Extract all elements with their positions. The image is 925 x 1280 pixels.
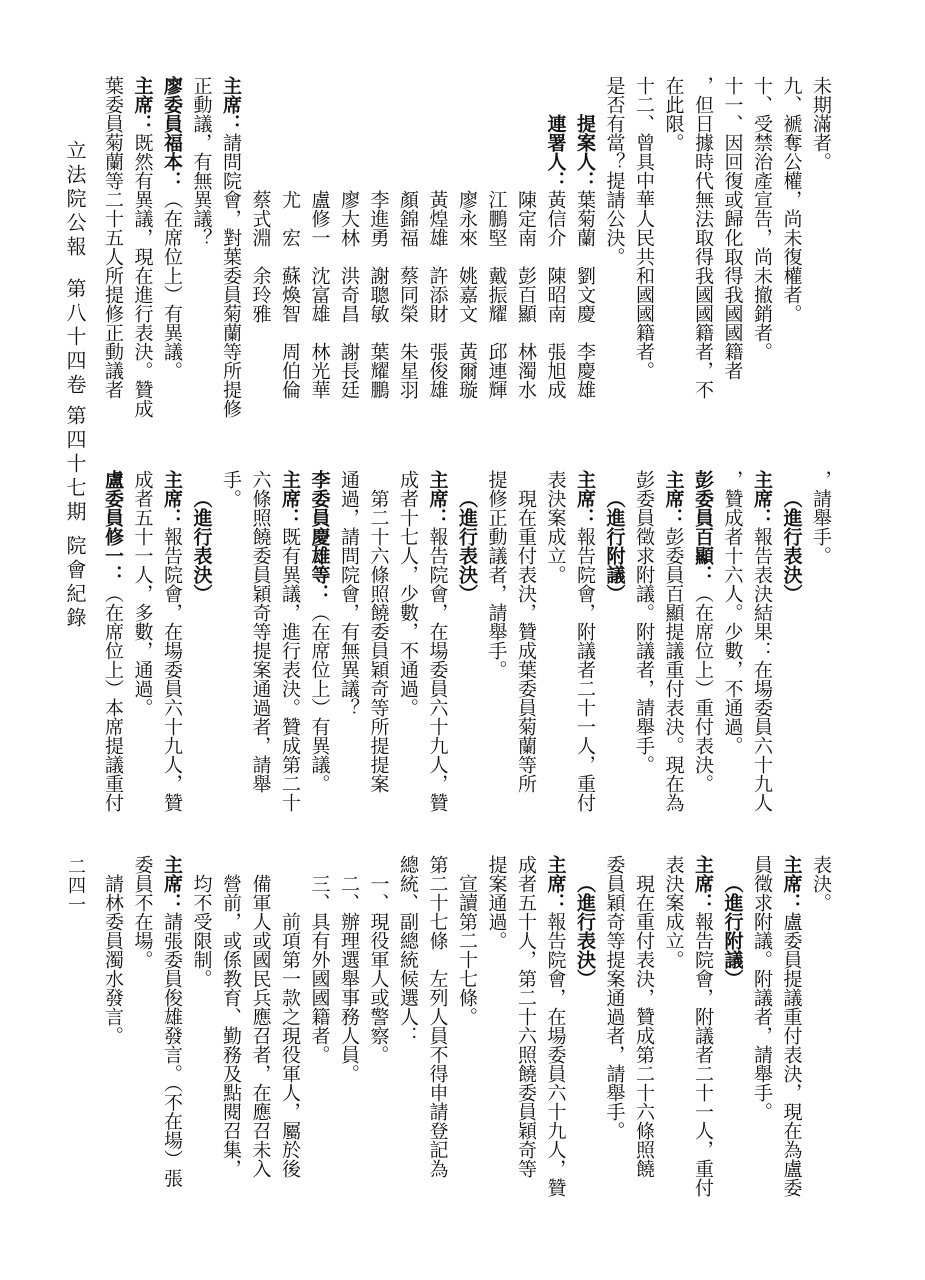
speaker-label: 彭委員百顯：	[692, 470, 714, 584]
line-text: 營前，或係教育、勤務及點閱召集，	[220, 874, 242, 1178]
text-line	[540, 470, 570, 816]
text-line	[245, 76, 275, 422]
text-line	[98, 855, 128, 1201]
list-item	[363, 855, 393, 1201]
speaker-label: 主席：	[751, 470, 773, 527]
text-line	[658, 855, 688, 1201]
text-line	[186, 470, 216, 816]
line-text: 盧修一 沈富雄 林光華	[308, 190, 331, 399]
line-text: ，請舉手。	[810, 470, 832, 565]
article-heading-line	[422, 855, 452, 1201]
text-line	[688, 470, 718, 816]
text-line	[422, 470, 452, 816]
gazette-volume: 第八十四卷	[63, 278, 87, 398]
line-text: 提修正動議者，請舉手。	[485, 470, 508, 679]
text-line	[452, 76, 482, 422]
speaker-label: 主席：	[780, 855, 803, 912]
line-text: （在席位上）有異議。	[161, 190, 183, 380]
text-line	[98, 76, 128, 422]
line-text: 彭委員百顯提議重付表決。現在為	[662, 527, 685, 812]
line-text: 陳定南 彭百顯 林濁水	[515, 190, 537, 399]
line-text: 表決。	[810, 855, 832, 912]
text-line	[776, 470, 806, 816]
text-line	[629, 76, 659, 422]
line-text: ，贊成者十六人。少數，不通過。	[721, 470, 744, 755]
text-line	[806, 76, 836, 422]
text-line	[304, 76, 334, 422]
text-line	[422, 76, 452, 422]
procedure-note: （進行表決）	[456, 489, 478, 603]
text-line	[806, 855, 836, 1201]
text-line	[717, 855, 747, 1201]
text-line	[186, 76, 216, 422]
line-text: 總統、副總統候選人：	[397, 855, 419, 1045]
line-text: 報告院會，在場委員六十九人，贊	[161, 527, 183, 812]
procedure-note: （進行表決）	[574, 874, 596, 988]
line-text: 提案通過。	[485, 855, 508, 950]
text-line	[806, 470, 836, 816]
line-text: 二、辦理選舉事務人員。	[338, 874, 360, 1083]
line-text: 第二十七條 左列人員不得申請登記為	[426, 855, 449, 1178]
text-line	[275, 470, 305, 816]
text-line	[570, 76, 600, 422]
line-text: 備軍人或國民兵應召者，在應召未入	[249, 874, 272, 1178]
text-line	[658, 470, 688, 816]
line-text: 未期滿者。	[810, 76, 832, 171]
text-line	[481, 76, 511, 422]
speaker-label: 主席：	[544, 855, 567, 912]
procedure-note: （進行表決）	[780, 489, 803, 603]
line-text: 報告表決結果：在場委員六十九人	[751, 527, 773, 812]
text-line	[540, 855, 570, 1201]
line-text: 廖大林 洪奇昌 謝長廷	[338, 190, 360, 399]
line-text: 委員穎奇等提案通過者，請舉手。	[603, 855, 626, 1140]
line-text: 報告院會，附議者二十一人，重付	[574, 527, 596, 812]
line-text: 既有異議，進行表決。贊成第二十	[279, 527, 301, 812]
line-text: 六條照饒委員穎奇等提案通過者，請舉	[249, 470, 272, 793]
text-line	[186, 855, 216, 1201]
text-line	[511, 855, 541, 1201]
text-line	[747, 76, 777, 422]
line-text: 三、具有外國國籍者。	[308, 874, 331, 1064]
line-text: 葉委員菊蘭等二十五人所提修正動議者	[102, 76, 124, 399]
procedure-note: （進行附議）	[603, 489, 626, 603]
line-text: 黃煌雄 許添財 張俊雄	[426, 190, 449, 399]
text-line	[334, 470, 364, 816]
text-line	[452, 470, 482, 816]
text-line	[157, 76, 187, 422]
speaker-label: 主席：	[426, 470, 449, 527]
text-line	[599, 76, 629, 422]
text-line	[304, 470, 334, 816]
line-text: 九、褫奪公權，尚未復權者。	[780, 76, 803, 323]
line-text: 現在重付表決，贊成葉委員菊蘭等所	[515, 489, 537, 793]
text-line	[481, 470, 511, 816]
speaker-label: 李委員慶雄等：	[308, 470, 331, 603]
line-text: 彭委員徵求附議。附議者，請舉手。	[633, 470, 655, 774]
text-line	[688, 76, 718, 422]
speaker-label: 主席：	[574, 470, 596, 527]
text-line	[157, 470, 187, 816]
text-line	[275, 76, 305, 422]
speaker-label: 主席：	[161, 470, 183, 527]
speaker-label: 主席：	[161, 855, 183, 912]
line-text: 報告院會，在場委員六十九人，贊	[544, 912, 567, 1197]
speaker-label: 主席：	[692, 855, 714, 912]
line-text: 員徵求附議。附議者，請舉手。	[751, 855, 773, 1121]
gazette-issue: 第四十七期	[63, 405, 87, 525]
text-block-top	[98, 76, 836, 422]
text-line	[747, 470, 777, 816]
line-text: （在席位上）有異議。	[308, 603, 331, 793]
line-text: 十二、曾具中華人民共和國國籍者。	[633, 76, 655, 380]
text-line	[511, 76, 541, 422]
line-text: 第二十六條照饒委員穎奇等所提提案	[367, 489, 390, 793]
text-line	[570, 470, 600, 816]
line-text: 既然有異議，現在進行表決。贊成	[131, 133, 154, 418]
line-text: 葉菊蘭 劉文慶 李慶雄	[574, 190, 596, 399]
line-text: 通過，請問院會，有無異議？	[338, 470, 360, 717]
line-text: 十、受禁治產宣告，尚未撤銷者。	[751, 76, 773, 361]
text-line	[363, 470, 393, 816]
text-line	[393, 470, 423, 816]
line-text: 成者五十人，第二十六照饒委員穎奇等	[515, 855, 537, 1178]
text-line	[511, 470, 541, 816]
line-text: （在席位上）本席提議重付	[102, 584, 124, 812]
speaker-label: 廖委員福本：	[161, 76, 183, 190]
gazette-title: 立法院公報	[63, 140, 87, 260]
text-block-bottom	[98, 855, 836, 1201]
text-block-middle	[98, 470, 836, 816]
line-text: 是否有當？提請公決。	[603, 76, 626, 266]
text-line	[127, 855, 157, 1201]
line-text: 均不受限制。	[190, 874, 213, 988]
text-line	[127, 76, 157, 422]
line-text: 廖永來 姚嘉文 黃爾璇	[456, 190, 478, 399]
line-text: （在席位上）重付表決。	[692, 584, 714, 793]
line-text: 表決案成立。	[544, 470, 567, 584]
line-text: 成者五十一人，多數，通過。	[131, 470, 154, 717]
text-line	[599, 470, 629, 816]
line-text: 顏錦福 蔡同榮 朱星羽	[397, 190, 419, 399]
line-text: 尤 宏 蘇煥智 周伯倫	[279, 190, 301, 399]
text-line	[540, 76, 570, 422]
text-line	[275, 855, 305, 1201]
text-line	[157, 855, 187, 1201]
line-text: 委員不在場。	[131, 855, 154, 969]
list-item	[334, 855, 364, 1201]
text-line	[393, 855, 423, 1201]
text-line	[363, 76, 393, 422]
line-text: 黃信介 陳昭南 張旭成	[544, 190, 567, 399]
line-text: 正動議，有無異議？	[190, 76, 213, 247]
text-line	[216, 76, 246, 422]
text-line	[776, 855, 806, 1201]
line-text: 報告院會，附議者二十一人，重付	[692, 912, 714, 1197]
line-text: 前項第一款之現役軍人，屬於後	[279, 912, 301, 1178]
line-text: 在此限。	[662, 76, 685, 152]
text-line	[334, 76, 364, 422]
text-line	[658, 76, 688, 422]
list-item	[304, 855, 334, 1201]
text-line	[747, 855, 777, 1201]
proposer-label: 提案人：	[574, 114, 596, 190]
text-line	[216, 855, 246, 1201]
text-line	[98, 470, 128, 816]
line-text: 十一、因回復或歸化取得我國國籍者	[721, 76, 744, 380]
text-line	[688, 855, 718, 1201]
text-line	[599, 855, 629, 1201]
text-line	[127, 470, 157, 816]
text-line	[393, 76, 423, 422]
line-text: 報告院會，在場委員六十九人，贊	[426, 527, 449, 812]
text-line	[216, 470, 246, 816]
line-text: 盧委員提議重付表決，現在為盧委	[780, 912, 803, 1197]
text-line	[629, 470, 659, 816]
line-text: 手。	[220, 470, 242, 508]
gazette-section: 院會紀錄	[63, 535, 87, 631]
text-line	[629, 855, 659, 1201]
speaker-label: 主席：	[131, 76, 154, 133]
line-text: 請張委員俊雄發言。（不在場）張	[161, 912, 183, 1188]
line-text: 請林委員濁水發言。	[102, 874, 124, 1045]
line-text: 表決案成立。	[662, 855, 685, 969]
line-text: 江鵬堅 戴振耀 邱連輝	[485, 190, 508, 399]
line-text: 李進勇 謝聰敏 葉耀鵬	[367, 190, 390, 399]
page-number: 二四一	[65, 857, 86, 914]
text-line	[245, 470, 275, 816]
text-line	[570, 855, 600, 1201]
line-text: 一、現役軍人或警察。	[367, 874, 390, 1064]
speaker-label: 主席：	[662, 470, 685, 527]
text-line	[717, 76, 747, 422]
line-text: 請問院會，對葉委員菊蘭等所提修	[220, 133, 242, 418]
text-line	[481, 855, 511, 1201]
procedure-note: （進行附議）	[721, 874, 744, 988]
speaker-label: 主席：	[220, 76, 242, 133]
speaker-label: 主席：	[279, 470, 301, 527]
text-line	[452, 855, 482, 1201]
line-text: 蔡式淵 余玲雅	[249, 190, 272, 323]
line-text: 成者十七人，少數，不通過。	[397, 470, 419, 717]
text-line	[245, 855, 275, 1201]
procedure-note: （進行表決）	[190, 489, 213, 603]
text-line	[776, 76, 806, 422]
line-text: ，但日據時代無法取得我國國籍者，不	[692, 76, 714, 399]
line-text: 宣讀第二十七條。	[456, 874, 478, 1026]
speaker-label: 盧委員修一：	[102, 470, 124, 584]
text-line	[717, 470, 747, 816]
line-text: 現在重付表決，贊成第二十六條照饒	[633, 874, 655, 1178]
cosigner-label: 連署人：	[544, 114, 567, 190]
